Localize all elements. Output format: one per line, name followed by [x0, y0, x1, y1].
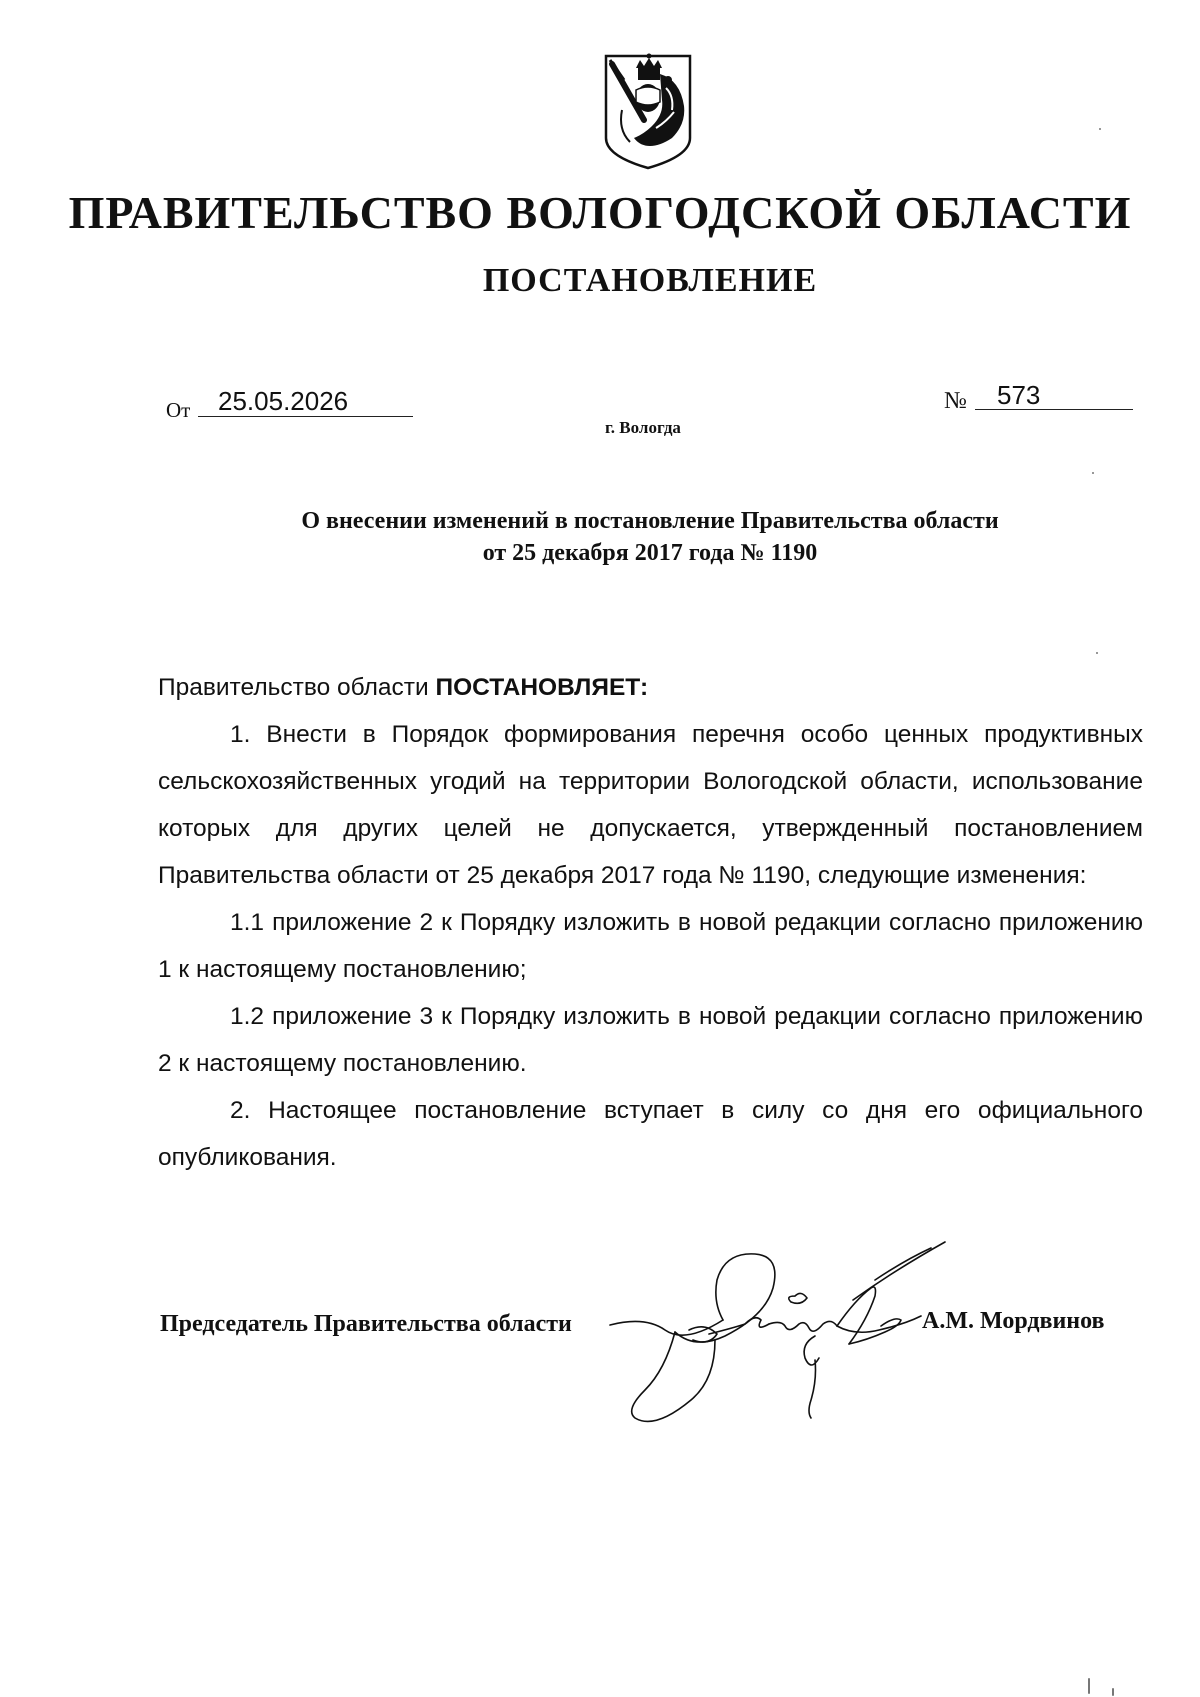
scan-speck: [1092, 472, 1094, 474]
scan-speck: [1099, 128, 1101, 130]
city-label: г. Вологда: [605, 418, 681, 437]
scan-speck: [1112, 1688, 1114, 1696]
coat-of-arms-icon: [600, 50, 696, 172]
government-title: ПРАВИТЕЛЬСТВО ВОЛОГОДСКОЙ ОБЛАСТИ: [68, 187, 1132, 238]
date-label: От: [166, 398, 191, 422]
paragraph-1: 1. Внести в Порядок формирования перечня особо ценных продуктивных сельскохозяйственных угодий на территории Вологодской области, использование которых для других целей не допускается, утвержденный постановлением Правительства области от 25 декабря 2017 года № 1190, следующие изменения:: [158, 721, 1143, 889]
scan-speck: [1088, 1678, 1090, 1694]
subject-line-1: О внесении изменений в постановление Правительства области: [301, 508, 999, 534]
signatory-position: Председатель Правительства области: [160, 1311, 572, 1337]
document-type-heading: ПОСТАНОВЛЕНИЕ: [482, 262, 818, 299]
handwritten-signature-icon: [605, 1240, 965, 1440]
subject-line-2: от 25 декабря 2017 года № 1190: [482, 540, 818, 566]
preamble-decree-word: ПОСТАНОВЛЯЕТ:: [435, 674, 649, 701]
paragraph-1-2: 1.2 приложение 3 к Порядку изложить в новой редакции согласно приложению 2 к настоящему постановлению.: [158, 1003, 1143, 1077]
number-label: №: [944, 388, 967, 414]
paragraph-1-1: 1.1 приложение 2 к Порядку изложить в новой редакции согласно приложению 1 к настоящему постановлению;: [158, 909, 1143, 983]
signatory-name: А.М. Мордвинов: [922, 1308, 1105, 1334]
document-number: 573: [997, 380, 1041, 410]
document-subject: [150, 505, 1150, 569]
document-body: [158, 664, 1143, 1181]
document-date: 25.05.2026: [218, 386, 349, 416]
paragraph-2: 2. Настоящее постановление вступает в силу со дня его официального опубликования.: [158, 1097, 1143, 1171]
preamble: [158, 664, 1143, 711]
scan-speck: [1096, 652, 1098, 654]
preamble-text: Правительство области: [158, 674, 436, 701]
